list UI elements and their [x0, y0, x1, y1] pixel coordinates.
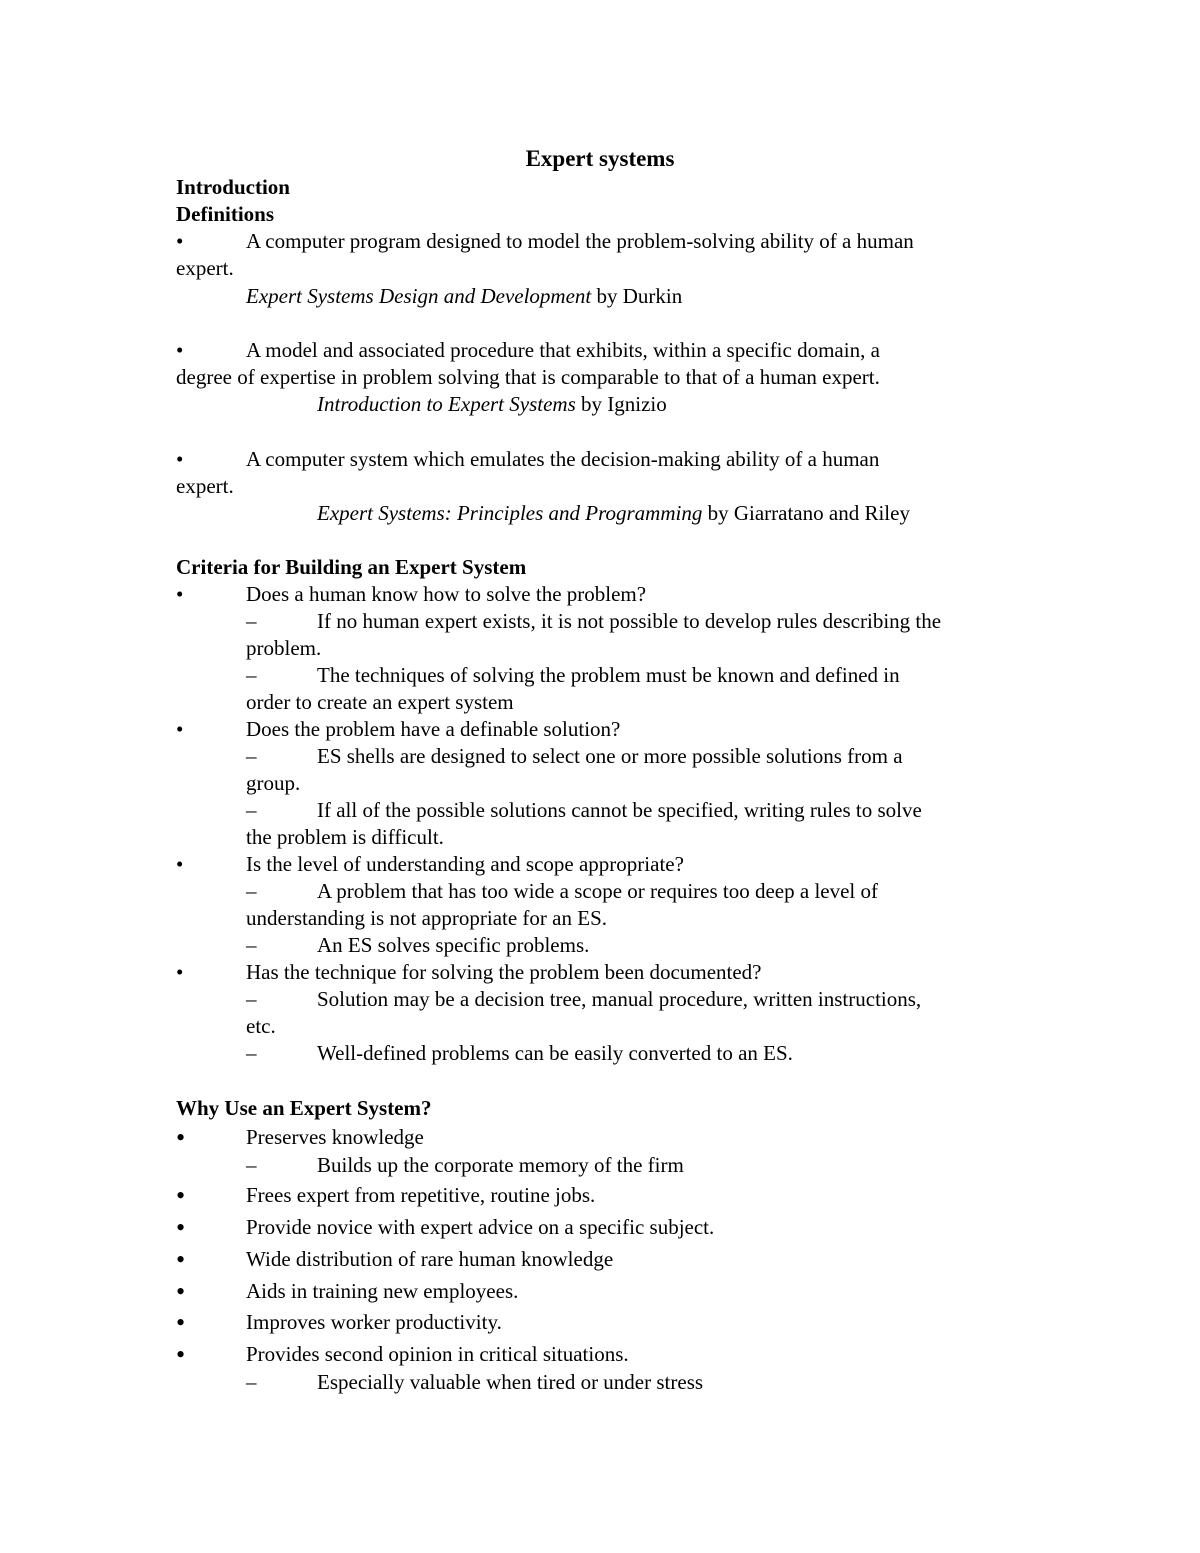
criteria-question: Does a human know how to solve the problem? [246, 582, 647, 606]
bullet-glyph: • [176, 960, 184, 984]
dash-glyph: – [246, 933, 257, 957]
criteria-detail: If all of the possible solutions cannot be specified, writing rules to solve [317, 798, 922, 822]
criteria-detail: ES shells are designed to select one or more possible solutions from a [317, 744, 903, 768]
definition-source [317, 391, 667, 418]
benefit-item: Wide distribution of rare human knowledge [246, 1247, 614, 1271]
bullet-glyph: • [176, 1181, 186, 1210]
source-title: Introduction to Expert Systems [317, 392, 576, 416]
bullet-glyph: • [176, 1277, 186, 1306]
criteria-detail: understanding is not appropriate for an ES. [246, 906, 607, 930]
bullet-glyph: • [176, 1340, 186, 1369]
bullet-glyph: • [176, 1213, 186, 1242]
criteria-detail: Well-defined problems can be easily converted to an ES. [317, 1041, 793, 1065]
dash-glyph: – [246, 609, 257, 633]
benefit-item: Aids in training new employees. [246, 1279, 519, 1303]
definition-text: A model and associated procedure that exhibits, within a specific domain, a [246, 338, 880, 362]
bullet-glyph: • [176, 447, 184, 471]
source-title: Expert Systems Design and Development [246, 284, 592, 308]
heading-why-use: Why Use an Expert System? [176, 1096, 432, 1120]
criteria-detail: A problem that has too wide a scope or requires too deep a level of [317, 879, 878, 903]
criteria-detail: group. [246, 771, 301, 795]
criteria-detail: An ES solves specific problems. [317, 933, 590, 957]
benefit-item: Preserves knowledge [246, 1125, 424, 1149]
dash-glyph: – [246, 987, 257, 1011]
criteria-detail: problem. [246, 636, 322, 660]
definition-text: expert. [176, 256, 234, 280]
bullet-glyph: • [176, 852, 184, 876]
definition-text: A computer system which emulates the decision-making ability of a human [246, 447, 880, 471]
criteria-detail: Solution may be a decision tree, manual procedure, written instructions, [317, 987, 922, 1011]
criteria-question: Is the level of understanding and scope appropriate? [246, 852, 684, 876]
definition-source [246, 283, 682, 310]
criteria-detail: etc. [246, 1014, 276, 1038]
dash-glyph: – [246, 798, 257, 822]
benefit-item: Improves worker productivity. [246, 1310, 502, 1334]
benefit-detail: Especially valuable when tired or under stress [317, 1370, 704, 1394]
benefit-item: Frees expert from repetitive, routine jobs. [246, 1183, 596, 1207]
definition-text: expert. [176, 474, 234, 498]
criteria-detail: The techniques of solving the problem must be known and defined in [317, 663, 900, 687]
bullet-glyph: • [176, 717, 184, 741]
criteria-detail: If no human expert exists, it is not possible to develop rules describing the [317, 609, 942, 633]
source-author: by Durkin [591, 284, 683, 308]
criteria-question: Has the technique for solving the problem been documented? [246, 960, 762, 984]
definition-text: degree of expertise in problem solving that is comparable to that of a human expert. [176, 365, 880, 389]
dash-glyph: – [246, 1370, 257, 1394]
source-title: Expert Systems: Principles and Programming [317, 501, 703, 525]
bullet-glyph: • [176, 229, 184, 253]
bullet-glyph: • [176, 338, 184, 362]
bullet-glyph: • [176, 1308, 186, 1337]
heading-definitions: Definitions [176, 202, 275, 226]
benefit-item: Provide novice with expert advice on a specific subject. [246, 1215, 715, 1239]
dash-glyph: – [246, 744, 257, 768]
heading-criteria: Criteria for Building an Expert System [176, 555, 527, 579]
definition-text: A computer program designed to model the problem-solving ability of a human [246, 229, 914, 253]
source-author: by Giarratano and Riley [702, 501, 910, 525]
dash-glyph: – [246, 1041, 257, 1065]
dash-glyph: – [246, 1153, 257, 1177]
dash-glyph: – [246, 663, 257, 687]
bullet-glyph: • [176, 582, 184, 606]
criteria-detail: order to create an expert system [246, 690, 514, 714]
benefit-item: Provides second opinion in critical situations. [246, 1342, 629, 1366]
dash-glyph: – [246, 879, 257, 903]
source-author: by Ignizio [575, 392, 667, 416]
page-title: Expert systems [525, 146, 675, 171]
criteria-detail: the problem is difficult. [246, 825, 444, 849]
bullet-glyph: • [176, 1245, 186, 1274]
criteria-question: Does the problem have a definable solution? [246, 717, 621, 741]
definition-source [317, 500, 910, 527]
bullet-glyph: • [176, 1123, 186, 1152]
heading-introduction: Introduction [176, 175, 290, 199]
benefit-detail: Builds up the corporate memory of the firm [317, 1153, 684, 1177]
